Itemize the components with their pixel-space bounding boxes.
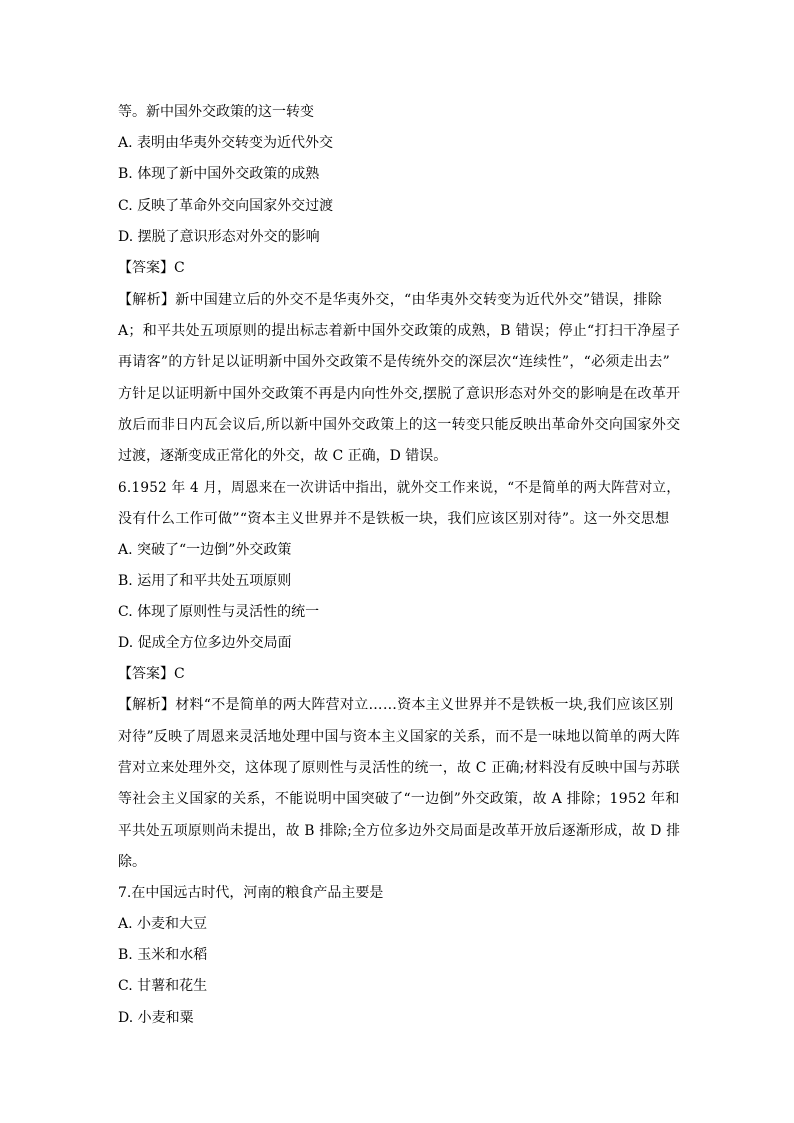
q5-option-d: D. 摆脱了意识形态对外交的影响 xyxy=(118,229,320,245)
q6-stem-line-1: 6.1952 年 4 月，周恩来在一次讲话中指出，就外交工作来说，“不是简单的两大阵营对立， xyxy=(118,480,681,496)
q6-option-d: D. 促成全方位多边外交局面 xyxy=(118,635,292,651)
q6-analysis-line-6: 除。 xyxy=(118,854,146,870)
q7-option-d: D. 小麦和粟 xyxy=(118,1010,194,1026)
q5-stem-continuation: 等。新中国外交政策的这一转变 xyxy=(118,104,314,120)
q5-analysis-line-4: 方针足以证明新中国外交政策不再是内向性外交,摆脱了意识形态对外交的影响是在改革开 xyxy=(118,386,681,402)
q7-stem: 7.在中国远古时代，河南的粮食产品主要是 xyxy=(118,885,384,901)
q6-analysis-line-5: 平共处五项原则尚未提出，故 B 排除;全方位多边外交局面是改革开放后逐渐形成，故 D 排 xyxy=(118,823,681,839)
q6-analysis-line-4: 等社会主义国家的关系，不能说明中国突破了“一边倒”外交政策，故 A 排除；1952 年和 xyxy=(118,791,680,807)
q5-option-c: C. 反映了革命外交向国家外交过渡 xyxy=(118,198,334,214)
q6-analysis-line-1: 【解析】材料“不是简单的两大阵营对立……资本主义世界并不是铁板一块,我们应该区别 xyxy=(118,697,674,713)
q5-analysis-line-5: 放后而非日内瓦会议后,所以新中国外交政策上的这一转变只能反映出革命外交向国家外交 xyxy=(118,417,681,433)
q6-option-a: A. 突破了“一边倒”外交政策 xyxy=(118,542,292,558)
q6-answer: 【答案】C xyxy=(118,666,185,682)
q5-analysis-line-1: 【解析】新中国建立后的外交不是华夷外交，“由华夷外交转变为近代外交”错误，排除 xyxy=(118,292,663,308)
q7-option-a: A. 小麦和大豆 xyxy=(118,916,208,932)
q7-option-c: C. 甘薯和花生 xyxy=(118,978,208,994)
q5-answer: 【答案】C xyxy=(118,260,185,276)
q5-analysis-line-3: 再请客”的方针足以证明新中国外交政策不是传统外交的深层次“连续性”，“必须走出去” xyxy=(118,354,671,370)
q6-option-b: B. 运用了和平共处五项原则 xyxy=(118,573,292,589)
q5-analysis-line-2: A；和平共处五项原则的提出标志着新中国外交政策的成熟，B 错误；停止“打扫干净屋子 xyxy=(118,323,681,339)
q5-option-a: A. 表明由华夷外交转变为近代外交 xyxy=(118,135,334,151)
q6-analysis-line-2: 对待”反映了周恩来灵活地处理中国与资本主义国家的关系，而不是一味地以简单的两大阵 xyxy=(118,729,681,745)
q6-stem-line-2: 没有什么工作可做”“资本主义世界并不是铁板一块，我们应该区别对待”。这一外交思想 xyxy=(118,511,670,527)
q5-analysis-line-6: 过渡，逐渐变成正常化的外交，故 C 正确，D 错误。 xyxy=(118,448,448,464)
q7-option-b: B. 玉米和水稻 xyxy=(118,947,208,963)
q6-analysis-line-3: 营对立来处理外交，这体现了原则性与灵活性的统一，故 C 正确;材料没有反映中国与苏联 xyxy=(118,760,680,776)
q6-option-c: C. 体现了原则性与灵活性的统一 xyxy=(118,604,320,620)
q5-option-b: B. 体现了新中国外交政策的成熟 xyxy=(118,166,320,182)
